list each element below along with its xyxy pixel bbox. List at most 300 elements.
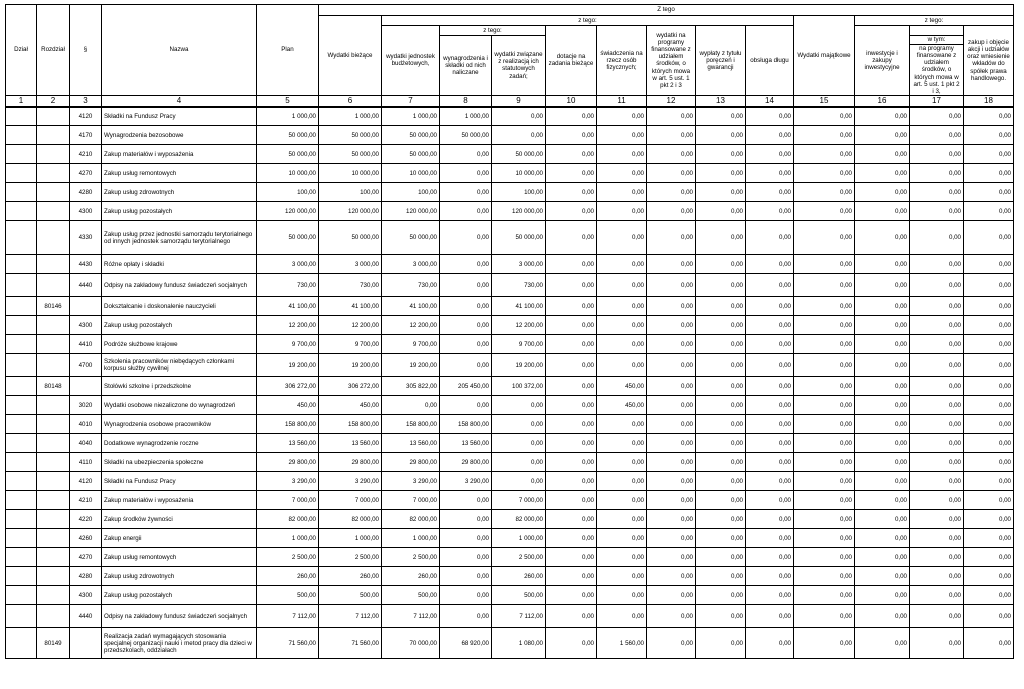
cell-wydatki-programy: 0,00 <box>647 107 696 126</box>
cell-obsluga-dlugu: 0,00 <box>746 567 794 586</box>
cell-swiadczenia: 0,00 <box>597 529 647 548</box>
cell-nazwa: Stołówki szkolne i przedszkolne <box>102 377 257 396</box>
cell-wydatki-jednostek: 10 000,00 <box>382 164 440 183</box>
cell-wydatki-programy: 0,00 <box>647 335 696 354</box>
cell-wydatki-jednostek: 70 000,00 <box>382 628 440 659</box>
cell-wydatki-jednostek: 120 000,00 <box>382 202 440 221</box>
cell-plan: 3 000,00 <box>257 255 319 274</box>
cell-wydatki-programy: 0,00 <box>647 453 696 472</box>
cell-wyplaty: 0,00 <box>696 126 746 145</box>
cell-rozdzial <box>37 164 70 183</box>
header-plan: Plan <box>257 5 319 96</box>
cell-wydatki-biezace: 9 700,00 <box>319 335 382 354</box>
column-number: 16 <box>855 95 910 107</box>
cell-obsluga-dlugu: 0,00 <box>746 472 794 491</box>
cell-dotacje: 0,00 <box>546 529 597 548</box>
cell-swiadczenia: 0,00 <box>597 586 647 605</box>
cell-programy-majatkowe: 0,00 <box>910 628 964 659</box>
cell-wydatki-zwiazane: 0,00 <box>492 453 546 472</box>
cell-inwestycje: 0,00 <box>855 472 910 491</box>
cell-programy-majatkowe: 0,00 <box>910 202 964 221</box>
cell-wydatki-biezace: 1 000,00 <box>319 529 382 548</box>
cell-rozdzial <box>37 548 70 567</box>
cell-dotacje: 0,00 <box>546 183 597 202</box>
cell-wydatki-jednostek: 82 000,00 <box>382 510 440 529</box>
cell-wydatki-zwiazane: 19 200,00 <box>492 354 546 377</box>
cell-swiadczenia: 450,00 <box>597 377 647 396</box>
cell-zakup-akcji: 0,00 <box>964 605 1014 628</box>
cell-wydatki-programy: 0,00 <box>647 548 696 567</box>
cell-wydatki-programy: 0,00 <box>647 354 696 377</box>
cell-dzial <box>6 145 37 164</box>
cell-wydatki-biezace: 7 112,00 <box>319 605 382 628</box>
cell-wydatki-jednostek: 50 000,00 <box>382 221 440 255</box>
cell-rozdzial <box>37 316 70 335</box>
cell-wyplaty: 0,00 <box>696 145 746 164</box>
cell-wyplaty: 0,00 <box>696 567 746 586</box>
cell-zakup-akcji: 0,00 <box>964 145 1014 164</box>
cell-programy-majatkowe: 0,00 <box>910 126 964 145</box>
cell-swiadczenia: 0,00 <box>597 548 647 567</box>
cell-wydatki-biezace: 306 272,00 <box>319 377 382 396</box>
cell-wydatki-zwiazane: 730,00 <box>492 274 546 297</box>
cell-dzial <box>6 183 37 202</box>
column-number: 6 <box>319 95 382 107</box>
cell-nazwa: Składki na ubezpieczenia społeczne <box>102 453 257 472</box>
cell-dotacje: 0,00 <box>546 605 597 628</box>
cell-wynagrodzenia: 0,00 <box>440 202 492 221</box>
cell-wydatki-zwiazane: 260,00 <box>492 567 546 586</box>
cell-wydatki-zwiazane: 0,00 <box>492 107 546 126</box>
cell-wydatki-programy: 0,00 <box>647 145 696 164</box>
cell-dotacje: 0,00 <box>546 567 597 586</box>
cell-plan: 500,00 <box>257 586 319 605</box>
cell-dzial <box>6 126 37 145</box>
cell-obsluga-dlugu: 0,00 <box>746 107 794 126</box>
cell-programy-majatkowe: 0,00 <box>910 221 964 255</box>
cell-swiadczenia: 0,00 <box>597 126 647 145</box>
cell-nazwa: Zakup usług zdrowotnych <box>102 183 257 202</box>
cell-dotacje: 0,00 <box>546 145 597 164</box>
cell-programy-majatkowe: 0,00 <box>910 434 964 453</box>
cell-dzial <box>6 605 37 628</box>
cell-wydatki-zwiazane: 500,00 <box>492 586 546 605</box>
column-number: 9 <box>492 95 546 107</box>
cell-programy-majatkowe: 0,00 <box>910 453 964 472</box>
cell-wyplaty: 0,00 <box>696 335 746 354</box>
cell-paragraf: 4440 <box>70 274 102 297</box>
cell-obsluga-dlugu: 0,00 <box>746 183 794 202</box>
cell-zakup-akcji: 0,00 <box>964 335 1014 354</box>
cell-wydatki-zwiazane: 41 100,00 <box>492 297 546 316</box>
cell-paragraf <box>70 297 102 316</box>
cell-dzial <box>6 472 37 491</box>
cell-dotacje: 0,00 <box>546 491 597 510</box>
cell-inwestycje: 0,00 <box>855 145 910 164</box>
cell-dzial <box>6 255 37 274</box>
cell-wydatki-programy: 0,00 <box>647 297 696 316</box>
header-z-tego-jednostek: z tego: <box>440 26 546 36</box>
cell-dotacje: 0,00 <box>546 434 597 453</box>
cell-swiadczenia: 0,00 <box>597 255 647 274</box>
cell-swiadczenia: 0,00 <box>597 297 647 316</box>
cell-zakup-akcji: 0,00 <box>964 472 1014 491</box>
cell-plan: 730,00 <box>257 274 319 297</box>
cell-zakup-akcji: 0,00 <box>964 221 1014 255</box>
cell-dzial <box>6 107 37 126</box>
cell-paragraf: 4110 <box>70 453 102 472</box>
cell-dotacje: 0,00 <box>546 415 597 434</box>
cell-plan: 19 200,00 <box>257 354 319 377</box>
cell-inwestycje: 0,00 <box>855 586 910 605</box>
cell-programy-majatkowe: 0,00 <box>910 605 964 628</box>
budget-table <box>5 4 1014 659</box>
cell-rozdzial <box>37 335 70 354</box>
cell-plan: 82 000,00 <box>257 510 319 529</box>
cell-wydatki-zwiazane: 12 200,00 <box>492 316 546 335</box>
cell-wydatki-majatkowe: 0,00 <box>794 274 855 297</box>
cell-programy-majatkowe: 0,00 <box>910 274 964 297</box>
table-row <box>6 107 1014 126</box>
cell-wydatki-zwiazane: 0,00 <box>492 396 546 415</box>
cell-paragraf: 4270 <box>70 548 102 567</box>
cell-paragraf: 4210 <box>70 145 102 164</box>
cell-wynagrodzenia: 0,00 <box>440 145 492 164</box>
cell-wynagrodzenia: 0,00 <box>440 354 492 377</box>
cell-wydatki-biezace: 158 800,00 <box>319 415 382 434</box>
cell-paragraf: 3020 <box>70 396 102 415</box>
cell-nazwa: Zakup usług remontowych <box>102 548 257 567</box>
cell-paragraf: 4280 <box>70 567 102 586</box>
cell-inwestycje: 0,00 <box>855 396 910 415</box>
cell-rozdzial <box>37 183 70 202</box>
cell-swiadczenia: 450,00 <box>597 396 647 415</box>
cell-wydatki-programy: 0,00 <box>647 183 696 202</box>
cell-wydatki-zwiazane: 9 700,00 <box>492 335 546 354</box>
cell-obsluga-dlugu: 0,00 <box>746 510 794 529</box>
cell-dotacje: 0,00 <box>546 107 597 126</box>
cell-obsluga-dlugu: 0,00 <box>746 628 794 659</box>
cell-wydatki-majatkowe: 0,00 <box>794 183 855 202</box>
cell-dzial <box>6 415 37 434</box>
cell-plan: 12 200,00 <box>257 316 319 335</box>
cell-inwestycje: 0,00 <box>855 415 910 434</box>
cell-inwestycje: 0,00 <box>855 221 910 255</box>
cell-wydatki-jednostek: 305 822,00 <box>382 377 440 396</box>
cell-obsluga-dlugu: 0,00 <box>746 126 794 145</box>
cell-wydatki-biezace: 7 000,00 <box>319 491 382 510</box>
cell-inwestycje: 0,00 <box>855 274 910 297</box>
cell-programy-majatkowe: 0,00 <box>910 183 964 202</box>
cell-wynagrodzenia: 0,00 <box>440 491 492 510</box>
table-row <box>6 183 1014 202</box>
header-paragraf: § <box>70 5 102 96</box>
cell-dzial <box>6 164 37 183</box>
cell-zakup-akcji: 0,00 <box>964 297 1014 316</box>
cell-zakup-akcji: 0,00 <box>964 255 1014 274</box>
cell-inwestycje: 0,00 <box>855 548 910 567</box>
cell-wydatki-jednostek: 1 000,00 <box>382 529 440 548</box>
cell-wydatki-biezace: 3 290,00 <box>319 472 382 491</box>
cell-wynagrodzenia: 0,00 <box>440 316 492 335</box>
cell-dzial <box>6 453 37 472</box>
cell-wydatki-programy: 0,00 <box>647 202 696 221</box>
cell-programy-majatkowe: 0,00 <box>910 145 964 164</box>
cell-wynagrodzenia: 0,00 <box>440 335 492 354</box>
cell-nazwa: Zakup energii <box>102 529 257 548</box>
column-number: 7 <box>382 95 440 107</box>
cell-nazwa: Podróże służbowe krajowe <box>102 335 257 354</box>
table-row <box>6 548 1014 567</box>
table-row <box>6 274 1014 297</box>
cell-swiadczenia: 0,00 <box>597 472 647 491</box>
cell-dzial <box>6 586 37 605</box>
header-wydatki-zwiazane: wydatki związane z realizacją ich statutowych zadań; <box>492 36 546 96</box>
cell-wydatki-programy: 0,00 <box>647 567 696 586</box>
cell-zakup-akcji: 0,00 <box>964 453 1014 472</box>
cell-wydatki-biezace: 41 100,00 <box>319 297 382 316</box>
cell-paragraf: 4300 <box>70 202 102 221</box>
cell-dzial <box>6 202 37 221</box>
cell-wydatki-zwiazane: 10 000,00 <box>492 164 546 183</box>
cell-programy-majatkowe: 0,00 <box>910 586 964 605</box>
cell-wynagrodzenia: 29 800,00 <box>440 453 492 472</box>
header-z-tego: Z tego <box>319 5 1014 16</box>
cell-swiadczenia: 0,00 <box>597 145 647 164</box>
cell-paragraf: 4170 <box>70 126 102 145</box>
cell-wydatki-programy: 0,00 <box>647 491 696 510</box>
column-number: 5 <box>257 95 319 107</box>
cell-obsluga-dlugu: 0,00 <box>746 145 794 164</box>
cell-paragraf: 4280 <box>70 183 102 202</box>
cell-wynagrodzenia: 3 290,00 <box>440 472 492 491</box>
cell-obsluga-dlugu: 0,00 <box>746 415 794 434</box>
cell-paragraf: 4300 <box>70 316 102 335</box>
cell-wyplaty: 0,00 <box>696 510 746 529</box>
cell-dotacje: 0,00 <box>546 510 597 529</box>
table-row <box>6 510 1014 529</box>
column-number: 2 <box>37 95 70 107</box>
cell-zakup-akcji: 0,00 <box>964 202 1014 221</box>
header-wydatki-majatkowe: Wydatki majątkowe <box>794 16 855 96</box>
cell-dotacje: 0,00 <box>546 628 597 659</box>
cell-programy-majatkowe: 0,00 <box>910 377 964 396</box>
cell-zakup-akcji: 0,00 <box>964 586 1014 605</box>
cell-nazwa: Odpisy na zakładowy fundusz świadczeń socjalnych <box>102 274 257 297</box>
cell-wydatki-programy: 0,00 <box>647 274 696 297</box>
cell-wydatki-programy: 0,00 <box>647 510 696 529</box>
cell-obsluga-dlugu: 0,00 <box>746 605 794 628</box>
cell-wydatki-zwiazane: 0,00 <box>492 415 546 434</box>
cell-obsluga-dlugu: 0,00 <box>746 377 794 396</box>
header-dotacje: dotacje na zadania bieżące <box>546 26 597 96</box>
cell-plan: 50 000,00 <box>257 145 319 164</box>
cell-programy-majatkowe: 0,00 <box>910 548 964 567</box>
cell-obsluga-dlugu: 0,00 <box>746 354 794 377</box>
cell-programy-majatkowe: 0,00 <box>910 529 964 548</box>
cell-rozdzial <box>37 107 70 126</box>
cell-rozdzial <box>37 472 70 491</box>
table-row <box>6 202 1014 221</box>
cell-wydatki-majatkowe: 0,00 <box>794 335 855 354</box>
cell-zakup-akcji: 0,00 <box>964 415 1014 434</box>
cell-wydatki-jednostek: 7 000,00 <box>382 491 440 510</box>
cell-wydatki-majatkowe: 0,00 <box>794 377 855 396</box>
cell-wyplaty: 0,00 <box>696 164 746 183</box>
table-row <box>6 255 1014 274</box>
cell-wydatki-programy: 0,00 <box>647 586 696 605</box>
cell-paragraf: 4120 <box>70 472 102 491</box>
cell-wydatki-majatkowe: 0,00 <box>794 297 855 316</box>
cell-inwestycje: 0,00 <box>855 628 910 659</box>
cell-dotacje: 0,00 <box>546 126 597 145</box>
cell-wydatki-zwiazane: 0,00 <box>492 434 546 453</box>
cell-paragraf <box>70 628 102 659</box>
cell-plan: 13 560,00 <box>257 434 319 453</box>
header-w-tym: w tym: <box>910 36 964 45</box>
cell-wydatki-programy: 0,00 <box>647 316 696 335</box>
header-programy-majatkowe: na programy finansowane z udziałem środków, o których mowa w art. 5 ust. 1 pkt 2 i 3, <box>910 45 964 96</box>
cell-paragraf: 4430 <box>70 255 102 274</box>
cell-wynagrodzenia: 0,00 <box>440 221 492 255</box>
cell-paragraf: 4040 <box>70 434 102 453</box>
cell-wydatki-majatkowe: 0,00 <box>794 202 855 221</box>
cell-plan: 50 000,00 <box>257 221 319 255</box>
cell-wydatki-biezace: 730,00 <box>319 274 382 297</box>
cell-nazwa: Realizacja zadań wymagających stosowania specjalnej organizacji nauki i metod pracy dla dzieci w przedszkolach, oddziałach <box>102 628 257 659</box>
cell-dzial <box>6 221 37 255</box>
cell-wydatki-jednostek: 158 800,00 <box>382 415 440 434</box>
header-rozdzial: Rozdział <box>37 5 70 96</box>
header-dzial: Dział <box>6 5 37 96</box>
cell-wydatki-majatkowe: 0,00 <box>794 605 855 628</box>
cell-rozdzial <box>37 274 70 297</box>
cell-wynagrodzenia: 0,00 <box>440 164 492 183</box>
cell-wydatki-majatkowe: 0,00 <box>794 415 855 434</box>
header-obsluga-dlugu: obsługa długu <box>746 26 794 96</box>
cell-wydatki-programy: 0,00 <box>647 605 696 628</box>
table-row <box>6 491 1014 510</box>
cell-wydatki-jednostek: 730,00 <box>382 274 440 297</box>
cell-paragraf: 4300 <box>70 586 102 605</box>
table-row <box>6 164 1014 183</box>
cell-wydatki-zwiazane: 100,00 <box>492 183 546 202</box>
cell-paragraf: 4330 <box>70 221 102 255</box>
cell-swiadczenia: 0,00 <box>597 567 647 586</box>
cell-dotacje: 0,00 <box>546 255 597 274</box>
cell-zakup-akcji: 0,00 <box>964 529 1014 548</box>
cell-inwestycje: 0,00 <box>855 335 910 354</box>
cell-obsluga-dlugu: 0,00 <box>746 202 794 221</box>
cell-nazwa: Zakup usług remontowych <box>102 164 257 183</box>
cell-wynagrodzenia: 13 560,00 <box>440 434 492 453</box>
cell-wydatki-biezace: 12 200,00 <box>319 316 382 335</box>
table-row <box>6 297 1014 316</box>
cell-wydatki-biezace: 120 000,00 <box>319 202 382 221</box>
cell-obsluga-dlugu: 0,00 <box>746 221 794 255</box>
cell-wyplaty: 0,00 <box>696 354 746 377</box>
cell-wydatki-majatkowe: 0,00 <box>794 255 855 274</box>
cell-dzial <box>6 335 37 354</box>
cell-dzial <box>6 377 37 396</box>
cell-plan: 120 000,00 <box>257 202 319 221</box>
cell-wydatki-zwiazane: 50 000,00 <box>492 145 546 164</box>
cell-zakup-akcji: 0,00 <box>964 183 1014 202</box>
cell-wydatki-majatkowe: 0,00 <box>794 628 855 659</box>
column-number: 18 <box>964 95 1014 107</box>
cell-nazwa: Składki na Fundusz Pracy <box>102 472 257 491</box>
cell-wynagrodzenia: 1 000,00 <box>440 107 492 126</box>
cell-swiadczenia: 0,00 <box>597 491 647 510</box>
table-row <box>6 316 1014 335</box>
cell-wydatki-jednostek: 50 000,00 <box>382 126 440 145</box>
cell-dotacje: 0,00 <box>546 164 597 183</box>
cell-wydatki-biezace: 13 560,00 <box>319 434 382 453</box>
table-row <box>6 377 1014 396</box>
cell-rozdzial <box>37 434 70 453</box>
cell-obsluga-dlugu: 0,00 <box>746 255 794 274</box>
cell-paragraf: 4410 <box>70 335 102 354</box>
table-body <box>6 95 1014 659</box>
table-header <box>6 5 1014 96</box>
cell-wydatki-majatkowe: 0,00 <box>794 529 855 548</box>
cell-obsluga-dlugu: 0,00 <box>746 335 794 354</box>
cell-plan: 1 000,00 <box>257 107 319 126</box>
cell-zakup-akcji: 0,00 <box>964 396 1014 415</box>
cell-wynagrodzenia: 68 920,00 <box>440 628 492 659</box>
column-number: 14 <box>746 95 794 107</box>
cell-inwestycje: 0,00 <box>855 164 910 183</box>
cell-wydatki-programy: 0,00 <box>647 164 696 183</box>
cell-wyplaty: 0,00 <box>696 434 746 453</box>
cell-swiadczenia: 0,00 <box>597 415 647 434</box>
cell-wydatki-jednostek: 260,00 <box>382 567 440 586</box>
cell-swiadczenia: 0,00 <box>597 605 647 628</box>
cell-nazwa: Zakup usług pozostałych <box>102 202 257 221</box>
cell-zakup-akcji: 0,00 <box>964 628 1014 659</box>
cell-wynagrodzenia: 50 000,00 <box>440 126 492 145</box>
cell-wydatki-programy: 0,00 <box>647 415 696 434</box>
cell-programy-majatkowe: 0,00 <box>910 164 964 183</box>
cell-zakup-akcji: 0,00 <box>964 491 1014 510</box>
cell-programy-majatkowe: 0,00 <box>910 491 964 510</box>
cell-plan: 260,00 <box>257 567 319 586</box>
cell-dotacje: 0,00 <box>546 335 597 354</box>
cell-dzial <box>6 510 37 529</box>
cell-wydatki-majatkowe: 0,00 <box>794 396 855 415</box>
cell-wyplaty: 0,00 <box>696 415 746 434</box>
cell-inwestycje: 0,00 <box>855 202 910 221</box>
cell-swiadczenia: 0,00 <box>597 335 647 354</box>
cell-wyplaty: 0,00 <box>696 377 746 396</box>
cell-plan: 29 800,00 <box>257 453 319 472</box>
cell-wydatki-biezace: 3 000,00 <box>319 255 382 274</box>
table-row <box>6 628 1014 659</box>
column-number: 11 <box>597 95 647 107</box>
cell-programy-majatkowe: 0,00 <box>910 255 964 274</box>
cell-wyplaty: 0,00 <box>696 274 746 297</box>
cell-nazwa: Składki na Fundusz Pracy <box>102 107 257 126</box>
cell-paragraf: 4270 <box>70 164 102 183</box>
cell-dzial <box>6 297 37 316</box>
cell-wydatki-jednostek: 12 200,00 <box>382 316 440 335</box>
header-swiadczenia: świadczenia na rzecz osób fizycznych; <box>597 26 647 96</box>
header-zakup-akcji: zakup i objęcie akcji i udziałów oraz wniesienie wkładów do spółek prawa handlowego. <box>964 26 1014 96</box>
header-nazwa: Nazwa <box>102 5 257 96</box>
cell-inwestycje: 0,00 <box>855 377 910 396</box>
cell-rozdzial <box>37 126 70 145</box>
cell-wydatki-majatkowe: 0,00 <box>794 126 855 145</box>
